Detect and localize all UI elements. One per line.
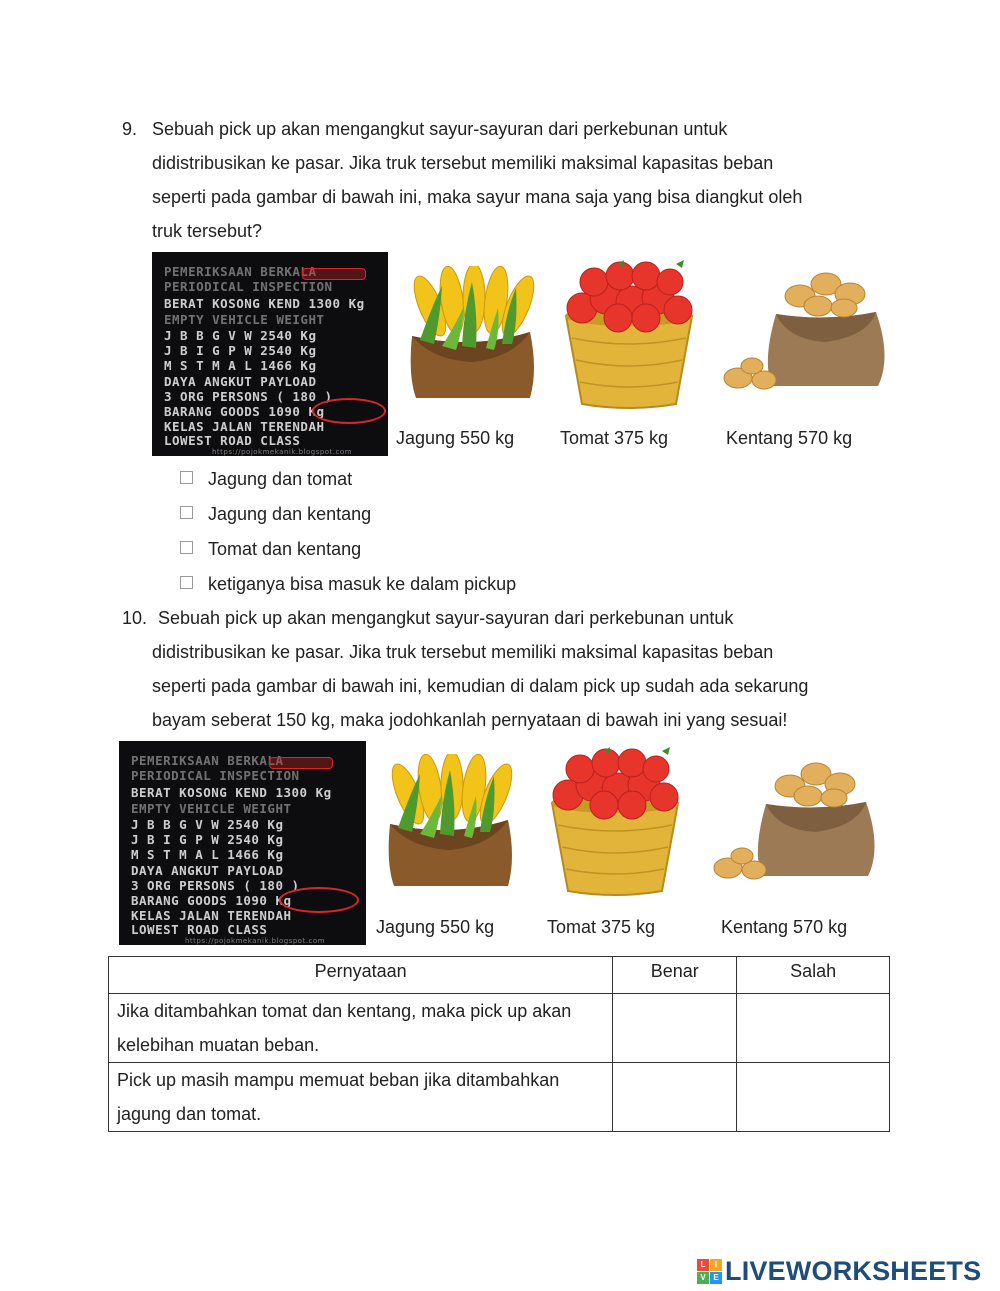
answer-option-label: ketiganya bisa masuk ke dalam pickup <box>208 574 517 594</box>
table-header-row <box>109 957 890 994</box>
checkbox-icon[interactable] <box>180 541 193 554</box>
plate-line: PERIODICAL INSPECTION <box>164 279 333 294</box>
liveworksheets-logo <box>697 1254 981 1288</box>
plate-line: J B B G V W 2540 Kg <box>164 328 317 343</box>
plate-line: M S T M A L 1466 Kg <box>164 358 317 373</box>
corn-caption: Jagung 550 kg <box>376 917 495 937</box>
answer-cell-true[interactable] <box>613 1063 737 1132</box>
plate-line: PEMERIKSAAN BERKALA <box>131 753 284 768</box>
plate-line: J B B G V W 2540 Kg <box>131 817 284 832</box>
potato-sack-image <box>718 262 892 394</box>
plate-red-mark <box>269 757 333 769</box>
answer-cell-true[interactable] <box>613 994 737 1063</box>
vehicle-capacity-plate-image <box>119 741 366 945</box>
statement-table <box>108 956 890 1132</box>
plate-line: KELAS JALAN TERENDAH <box>164 419 325 434</box>
logo-blocks-icon: L I V E <box>697 1259 722 1284</box>
question-10-number: 10. <box>122 608 148 628</box>
question-9-line: truk tersebut? <box>152 221 263 241</box>
plate-watermark: https://pojokmekanik.blogspot.com <box>185 937 326 945</box>
question-10-line: seperti pada gambar di bawah ini, kemudian di dalam pick up sudah ada sekarung <box>152 676 809 696</box>
question-10-line: Sebuah pick up akan mengangkut sayur-sayuran dari perkebunan untuk <box>158 608 734 628</box>
potato-caption: Kentang 570 kg <box>721 917 848 937</box>
plate-line: DAYA ANGKUT PAYLOAD <box>164 374 317 389</box>
plate-line: PEMERIKSAAN BERKALA <box>164 264 317 279</box>
plate-line: KELAS JALAN TERENDAH <box>131 908 292 923</box>
vehicle-capacity-plate-image <box>152 252 388 456</box>
question-9-text <box>152 112 880 248</box>
plate-line: LOWEST ROAD CLASS <box>131 922 268 937</box>
checkbox-icon[interactable] <box>180 506 193 519</box>
plate-line: BARANG GOODS 1090 Kg <box>131 893 292 908</box>
corn-sack-image <box>402 266 542 402</box>
logo-text: LIVEWORKSHEETS <box>725 1255 982 1286</box>
answer-option-label: Jagung dan kentang <box>208 504 372 524</box>
plate-line: 3 ORG PERSONS ( 180 ) <box>164 389 333 404</box>
plate-line: J B I G P W 2540 Kg <box>131 832 284 847</box>
question-9-line: Sebuah pick up akan mengangkut sayur-sayuran dari perkebunan untuk <box>152 119 728 139</box>
column-header-true: Benar <box>613 957 737 994</box>
checkbox-icon[interactable] <box>180 576 193 589</box>
tomato-basket-image <box>544 745 686 897</box>
question-10-line: bayam seberat 150 kg, maka jodohkanlah pernyataan di bawah ini yang sesuai! <box>152 710 788 730</box>
column-header-false: Salah <box>737 957 890 994</box>
answer-option[interactable] <box>180 539 361 560</box>
table-row <box>109 1063 890 1132</box>
checkbox-icon[interactable] <box>180 471 193 484</box>
plate-line: PERIODICAL INSPECTION <box>131 768 300 783</box>
plate-line: EMPTY VEHICLE WEIGHT <box>131 801 292 816</box>
plate-watermark: https://pojokmekanik.blogspot.com <box>212 448 353 456</box>
answer-option[interactable] <box>180 469 352 490</box>
plate-line: BERAT KOSONG KEND 1300 Kg <box>131 785 332 800</box>
answer-option-label: Tomat dan kentang <box>208 539 362 559</box>
tomato-caption: Tomat 375 kg <box>560 428 669 448</box>
question-9-number: 9. <box>122 119 138 139</box>
corn-sack-image <box>380 754 520 890</box>
tomato-basket-image <box>558 258 700 410</box>
plate-line: EMPTY VEHICLE WEIGHT <box>164 312 325 327</box>
plate-line: BARANG GOODS 1090 Kg <box>164 404 325 419</box>
plate-line: J B I G P W 2540 Kg <box>164 343 317 358</box>
question-10-text-cont <box>152 635 880 737</box>
question-9-line: seperti pada gambar di bawah ini, maka sayur mana saja yang bisa diangkut oleh <box>152 187 803 207</box>
answer-cell-false[interactable] <box>737 994 890 1063</box>
plate-line: M S T M A L 1466 Kg <box>131 847 284 862</box>
column-header-statement: Pernyataan <box>109 957 613 994</box>
question-10-text <box>158 601 880 635</box>
payload-highlight-circle <box>312 398 386 424</box>
answer-option[interactable] <box>180 504 371 525</box>
plate-line: 3 ORG PERSONS ( 180 ) <box>131 878 300 893</box>
question-10-line: didistribusikan ke pasar. Jika truk tersebut memiliki maksimal kapasitas beban <box>152 642 774 662</box>
tomato-caption: Tomat 375 kg <box>547 917 656 937</box>
question-9-line: didistribusikan ke pasar. Jika truk tersebut memiliki maksimal kapasitas beban <box>152 153 774 173</box>
potato-sack-image <box>708 752 882 884</box>
corn-caption: Jagung 550 kg <box>396 428 515 448</box>
statement-cell: Jika ditambahkan tomat dan kentang, maka pick up akan kelebihan muatan beban. <box>109 994 613 1063</box>
plate-line: LOWEST ROAD CLASS <box>164 433 301 448</box>
potato-caption: Kentang 570 kg <box>726 428 853 448</box>
answer-option[interactable] <box>180 574 516 595</box>
table-row <box>109 994 890 1063</box>
answer-option-label: Jagung dan tomat <box>208 469 353 489</box>
plate-red-mark <box>302 268 366 280</box>
plate-line: BERAT KOSONG KEND 1300 Kg <box>164 296 365 311</box>
plate-line: DAYA ANGKUT PAYLOAD <box>131 863 284 878</box>
answer-cell-false[interactable] <box>737 1063 890 1132</box>
payload-highlight-circle <box>279 887 359 913</box>
statement-cell: Pick up masih mampu memuat beban jika ditambahkan jagung dan tomat. <box>109 1063 613 1132</box>
